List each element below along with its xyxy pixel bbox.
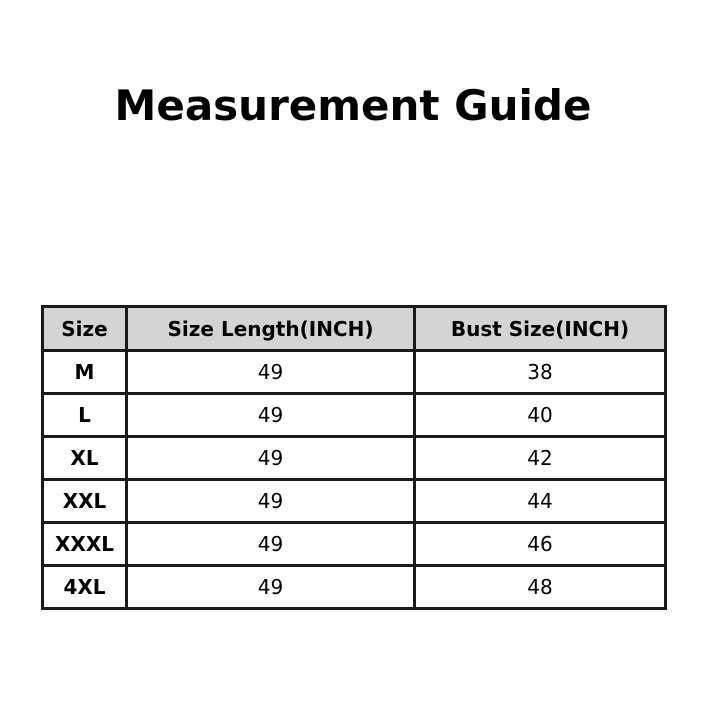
table-row [43,437,666,480]
size-cell: XXL [43,480,127,523]
size-chart-table [41,305,667,610]
size-cell: 4XL [43,566,127,609]
length-cell: 49 [127,566,415,609]
size-cell: XL [43,437,127,480]
header-size: Size [43,307,127,351]
table-row [43,394,666,437]
bust-cell: 46 [415,523,666,566]
header-size-length: Size Length(INCH) [127,307,415,351]
bust-cell: 44 [415,480,666,523]
table-row [43,480,666,523]
length-cell: 49 [127,351,415,394]
bust-cell: 40 [415,394,666,437]
size-cell: XXXL [43,523,127,566]
size-cell: M [43,351,127,394]
bust-cell: 42 [415,437,666,480]
table-row [43,351,666,394]
length-cell: 49 [127,394,415,437]
size-cell: L [43,394,127,437]
header-bust-size: Bust Size(INCH) [415,307,666,351]
table-header-row [43,307,666,351]
table-row [43,523,666,566]
length-cell: 49 [127,437,415,480]
bust-cell: 38 [415,351,666,394]
length-cell: 49 [127,523,415,566]
length-cell: 49 [127,480,415,523]
table-row [43,566,666,609]
bust-cell: 48 [415,566,666,609]
page-title: Measurement Guide [114,81,592,130]
